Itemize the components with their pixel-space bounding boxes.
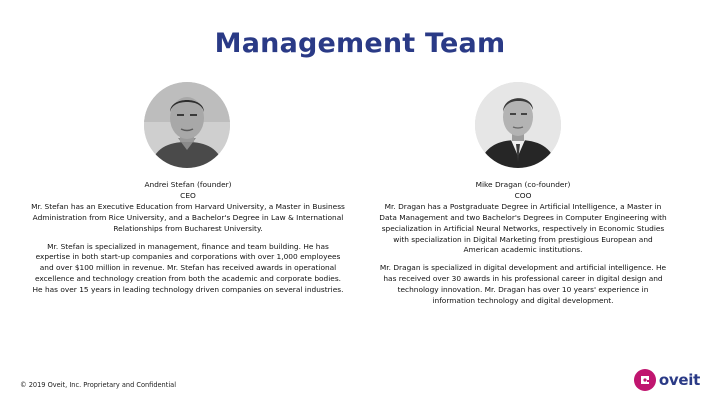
oveit-logo-icon xyxy=(634,369,656,391)
member-role: COO xyxy=(514,190,532,200)
member-education: Mr. Dragan has a Postgraduate Degree in Artificial Intelligence, a Master in Data Management and two Bachelor's Degrees in Computer Engineering with specialization in Artificial Neural Networks, respectively in Economic Studies with specialization in Digital Marketing from prestigious European and American academic institutions. xyxy=(379,201,667,255)
member-education: Mr. Stefan has an Executive Education from Harvard University, a Master in Business Administration from Rice University, and a Bachelor's Degree in Law & International Relationships from Bucharest University. xyxy=(31,201,345,233)
member-name: Andrei Stefan (founder) xyxy=(144,180,232,189)
slide-title: Management Team xyxy=(214,28,506,59)
logo-wordmark: oveit xyxy=(658,371,700,389)
member-expertise: Mr. Stefan is specialized in management, finance and team building. He has expertise in both start-up companies and corporations with over 1,000 employees and over $100 million in revenue. Mr. Stefan has received awards in operational excellence and technology creation from both the academic and corporate bodies. He has over 15 years in leading technology driven companies on several industries. xyxy=(32,241,344,295)
copyright-footer: © 2019 Oveit, Inc. Proprietary and Confidential xyxy=(20,381,177,389)
member-role: CEO xyxy=(180,190,196,200)
member-expertise: Mr. Dragan is specialized in digital development and artificial intelligence. He has received over 30 awards in his professional career in digital design and technology innovation. Mr. Dragan has over 10 years' experience in information technology and digital development. xyxy=(379,263,667,306)
member-card-andrei-stefan xyxy=(30,180,346,296)
member-name: Mike Dragan (co-founder) xyxy=(475,180,571,189)
portrait-photo-andrei-stefan xyxy=(144,82,230,168)
portrait-photo-mike-dragan xyxy=(475,82,561,168)
member-card-mike-dragan xyxy=(376,180,670,307)
oveit-logo xyxy=(634,369,700,391)
